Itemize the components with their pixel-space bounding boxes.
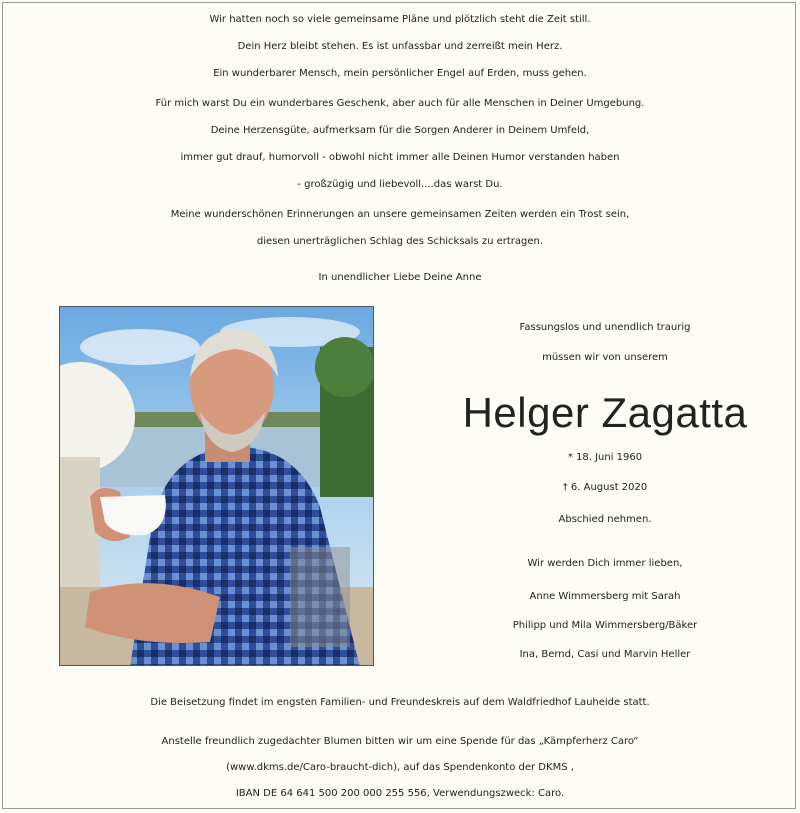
poem-line: Ein wunderbarer Mensch, mein persönlicher Engel auf Erden, muss gehen. — [213, 68, 587, 79]
burial-text: Die Beisetzung findet im engsten Familien- und Freundeskreis auf dem Waldfriedhof Lauheide statt. — [150, 697, 650, 708]
portrait-photo — [59, 306, 374, 666]
family-line: Philipp und Mila Wimmersberg/Bäker — [512, 620, 698, 631]
poem-line: Für mich warst Du ein wunderbares Geschenk, aber auch für alle Menschen in Deiner Umgebung. — [155, 98, 645, 109]
farewell-text: Abschied nehmen. — [558, 514, 652, 525]
poem-line: immer gut drauf, humorvoll - obwohl nicht immer alle Deinen Humor verstanden haben — [180, 152, 620, 163]
deceased-name: Helger Zagatta — [462, 389, 748, 436]
intro-line: Fassungslos und unendlich traurig — [519, 322, 691, 333]
poem-line: Dein Herz bleibt stehen. Es ist unfassbar und zerreißt mein Herz. — [237, 41, 563, 52]
poem-line: Meine wunderschönen Erinnerungen an unsere gemeinsamen Zeiten werden ein Trost sein, — [170, 209, 630, 220]
poem-line: Wir hatten noch so viele gemeinsame Pläne und plötzlich steht die Zeit still. — [209, 14, 591, 25]
love-text: Wir werden Dich immer lieben, — [527, 558, 683, 569]
poem-line: Deine Herzensgüte, aufmerksam für die Sorgen Anderer in Deinem Umfeld, — [210, 125, 590, 136]
poem-line: - großzügig und liebevoll....das warst Du. — [297, 179, 503, 190]
birth-date: * 18. Juni 1960 — [567, 452, 643, 463]
donation-line: Anstelle freundlich zugedachter Blumen bitten wir um eine Spende für das „Kämpferherz Caro“ — [161, 736, 639, 747]
family-line: Ina, Bernd, Casi und Marvin Heller — [519, 649, 691, 660]
donation-line: (www.dkms.de/Caro-braucht-dich), auf das Spendenkonto der DKMS , — [226, 762, 574, 773]
death-date: † 6. August 2020 — [562, 482, 648, 493]
donation-line: IBAN DE 64 641 500 200 000 255 556, Verwendungszweck: Caro. — [235, 788, 565, 799]
poem-line: diesen unerträglichen Schlag des Schicksals zu ertragen. — [256, 236, 544, 247]
family-line: Anne Wimmersberg mit Sarah — [529, 591, 681, 602]
intro-line: müssen wir von unserem — [542, 352, 668, 363]
signature: In unendlicher Liebe Deine Anne — [318, 272, 482, 283]
